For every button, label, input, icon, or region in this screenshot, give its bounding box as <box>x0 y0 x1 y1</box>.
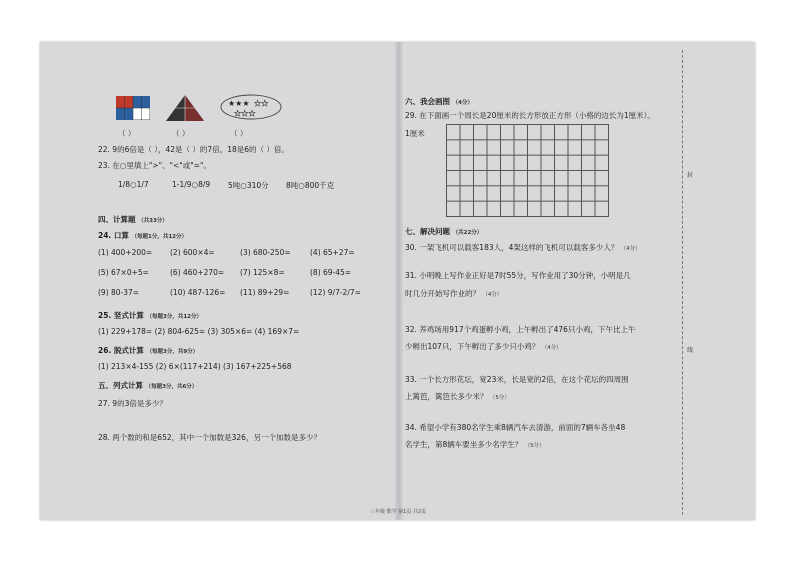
binding-seal-top: 封 <box>686 172 693 179</box>
question-25-title <box>98 310 202 321</box>
section-5-title <box>98 380 197 391</box>
question-31-line-1: 31. 小明晚上写作业正好是7时55分，写作业用了30分钟，小明是几 <box>405 271 631 280</box>
question-25-note: （每题3分，共12分） <box>146 314 203 320</box>
q24-row-1-c3: (3) 680-250= <box>240 248 291 257</box>
q24-row-2-c1: (5) 67×0+5= <box>98 268 149 277</box>
question-28: 28. 两个数的和是652，其中一个加数是326，另一个加数是多少？ <box>98 433 321 442</box>
question-23-item-3: 5吨○310分 <box>228 181 269 190</box>
question-32-text-2: 少孵出107只，下午孵出了多少只小鸡？ <box>405 342 540 351</box>
answer-paren-3: （ ） <box>230 129 248 138</box>
question-24-note: （每题1分，共12分） <box>131 234 188 240</box>
question-26-label: 26. 脱式计算 <box>98 346 144 355</box>
question-26-title <box>98 345 198 356</box>
svg-text:★★: ★★ <box>254 99 269 108</box>
question-29: 29. 在下面画一个周长是20厘米的长方形放正方形（小格的边长为1厘米）。 <box>405 111 655 120</box>
question-33-line-1: 33. 一个长方形花坛，宽23米，长是宽的2倍，在这个花坛的四周围 <box>405 375 629 384</box>
stars-oval-figure <box>220 94 282 120</box>
question-23-item-2: 1-1/9○8/9 <box>172 180 211 189</box>
section-6-label: 六、我会画图 <box>405 97 450 106</box>
svg-text:★★★: ★★★ <box>228 99 250 108</box>
question-31-line-2 <box>405 288 502 299</box>
question-34-line-1: 34. 希望小学有380名学生乘8辆汽车去清游，前面的7辆车各坐48 <box>405 423 626 432</box>
question-25-row: (1) 229+178= (2) 804-625= (3) 305×6= (4) 169×7= <box>98 327 300 336</box>
question-32-note: （4分） <box>541 345 562 351</box>
q24-row-2-c4: (8) 69-45= <box>310 268 352 277</box>
section-7-label: 七、解决问题 <box>405 227 450 236</box>
answer-paren-1: （ ） <box>118 129 136 138</box>
section-4-note: （共33分） <box>138 218 168 224</box>
question-23-item-4: 8吨○800千克 <box>286 181 335 190</box>
section-4-title <box>98 214 168 225</box>
q24-row-1-c2: (2) 600×4= <box>170 248 215 257</box>
question-22: 22. 9的6倍是（ ），42是（ ）的7倍，18是6的（ ）倍。 <box>98 145 289 154</box>
q24-row-3-c3: (11) 89+29= <box>240 288 290 297</box>
question-31-text-2: 时几分开始写作业的？ <box>405 289 480 298</box>
section-5-label: 五、列式计算 <box>98 381 143 390</box>
page-fold <box>395 42 403 520</box>
section-4-label: 四、计算题 <box>98 215 136 224</box>
q24-row-3-c2: (10) 487-126= <box>170 288 226 297</box>
svg-text:★★★: ★★★ <box>234 109 256 118</box>
q24-row-2-c2: (6) 460+270= <box>170 268 225 277</box>
question-26-note: （每题3分，共9分） <box>146 349 199 355</box>
question-34-text-2: 名学生，第8辆车要坐多少名学生？ <box>405 440 523 449</box>
q24-row-3-c4: (12) 9/7-2/7= <box>310 288 361 297</box>
question-33-text-2: 上篱笆，篱笆长多少米？ <box>405 392 488 401</box>
question-23: 23. 在○里填上">"、"<"或"="。 <box>98 161 211 170</box>
answer-paren-2: （ ） <box>172 129 190 138</box>
question-31-note: （4分） <box>482 292 503 298</box>
question-27: 27. 9的3倍是多少？ <box>98 399 167 408</box>
question-34-note: （5分） <box>524 443 545 449</box>
binding-seal-mid: 线 <box>686 347 693 354</box>
question-23-item-1: 1/8○1/7 <box>118 180 149 189</box>
drawing-grid[interactable] <box>446 124 609 217</box>
question-26-row: (1) 213×4-155 (2) 6×(117+214) (3) 167+225+568 <box>98 362 292 371</box>
binding-line <box>682 50 697 515</box>
q24-row-2-c3: (7) 125×8= <box>240 268 285 277</box>
section-5-note: （每题3分，共6分） <box>145 384 198 390</box>
fraction-grid-figure <box>116 96 150 120</box>
triangle-figure <box>165 94 205 122</box>
q24-row-1-c1: (1) 400+200= <box>98 248 153 257</box>
question-24-label: 24. 口算 <box>98 231 129 240</box>
question-24-title <box>98 230 187 241</box>
question-34-line-2 <box>405 439 545 450</box>
question-30-note: （4分） <box>620 246 641 252</box>
q24-row-1-c4: (4) 65+27= <box>310 248 355 257</box>
question-32-line-2 <box>405 341 562 352</box>
q24-row-3-c1: (9) 80-37= <box>98 288 140 297</box>
question-30 <box>405 242 641 253</box>
question-30-text: 30. 一架飞机可以载客183人，4架这样的飞机可以载客多少人？ <box>405 243 619 252</box>
question-33-line-2 <box>405 391 510 402</box>
section-7-note: （共22分） <box>452 230 483 236</box>
section-6-title <box>405 96 473 107</box>
page-footer: 三年级 数学 第1页 共2页 <box>370 509 427 515</box>
section-6-note: （4分） <box>452 100 473 106</box>
question-32-line-1: 32. 养鸡场用917个鸡蛋孵小鸡，上午孵出了476只小鸡，下午比上午 <box>405 325 636 334</box>
section-7-title <box>405 226 482 237</box>
grid-scale-label: 1厘米 <box>405 129 425 138</box>
question-25-label: 25. 竖式计算 <box>98 311 144 320</box>
question-33-note: （5分） <box>489 395 510 401</box>
